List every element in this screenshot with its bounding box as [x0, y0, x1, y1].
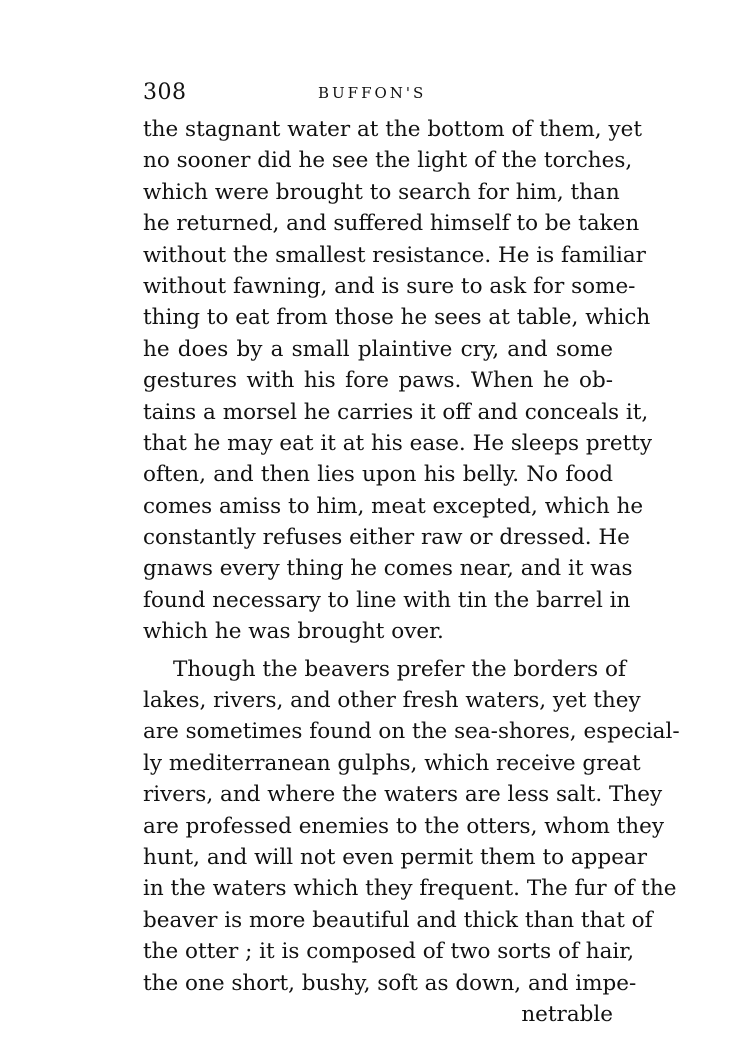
page-header [143, 80, 613, 110]
text-line: often, and then lies upon his belly. No food [143, 462, 613, 488]
text-line: the otter ; it is composed of two sorts of hair, [143, 939, 635, 965]
text-line: are professed enemies to the otters, whom they [143, 813, 665, 839]
text-line: which were brought to search for him, than [143, 179, 620, 205]
text-line: rivers, and where the waters are less salt. They [143, 782, 663, 808]
page-number: 308 [143, 80, 187, 105]
text-line: found necessary to line with tin the barrel in [143, 587, 631, 613]
text-line: gnaws every thing he comes near, and it was [143, 556, 633, 582]
paragraph [143, 654, 680, 999]
text-line: tains a morsel he carries it off and conceals it, [143, 399, 649, 425]
text-line: lakes, rivers, and other fresh waters, yet they [143, 688, 641, 714]
text-line: beaver is more beautiful and thick than that of [143, 907, 653, 933]
text-line: without the smallest resistance. He is familiar [143, 242, 646, 268]
text-line: comes amiss to him, meat excepted, which he [143, 493, 644, 519]
running-head: BUFFON'S [318, 84, 427, 102]
text-line: the stagnant water at the bottom of them, yet [143, 117, 642, 142]
text-line: gestures with his fore paws. When he ob- [143, 368, 613, 394]
body-text [143, 114, 680, 1030]
text-line: which he was brought over. [143, 619, 444, 645]
text-line: are sometimes found on the sea-shores, especial- [143, 719, 680, 745]
text-line: constantly refuses either raw or dressed. He [143, 525, 630, 551]
text-line: no sooner did he see the light of the torches, [143, 148, 633, 174]
text-line: Though the beavers prefer the borders of [173, 656, 626, 682]
catchword: netrable [521, 1001, 613, 1027]
text-line: ly mediterranean gulphs, which receive great [143, 750, 641, 776]
text-line: he returned, and suffered himself to be taken [143, 211, 640, 237]
text-line: that he may eat it at his ease. He sleeps pretty [143, 430, 653, 456]
paragraph [143, 114, 653, 648]
text-line: thing to eat from those he sees at table, which [143, 305, 651, 331]
text-line: hunt, and will not even permit them to appear [143, 844, 648, 870]
text-line: the one short, bushy, soft as down, and impe- [143, 970, 637, 996]
text-line: in the waters which they frequent. The fur of the [143, 876, 677, 902]
text-line: he does by a small plaintive cry, and some [143, 336, 613, 362]
text-line: without fawning, and is sure to ask for some- [143, 273, 636, 299]
